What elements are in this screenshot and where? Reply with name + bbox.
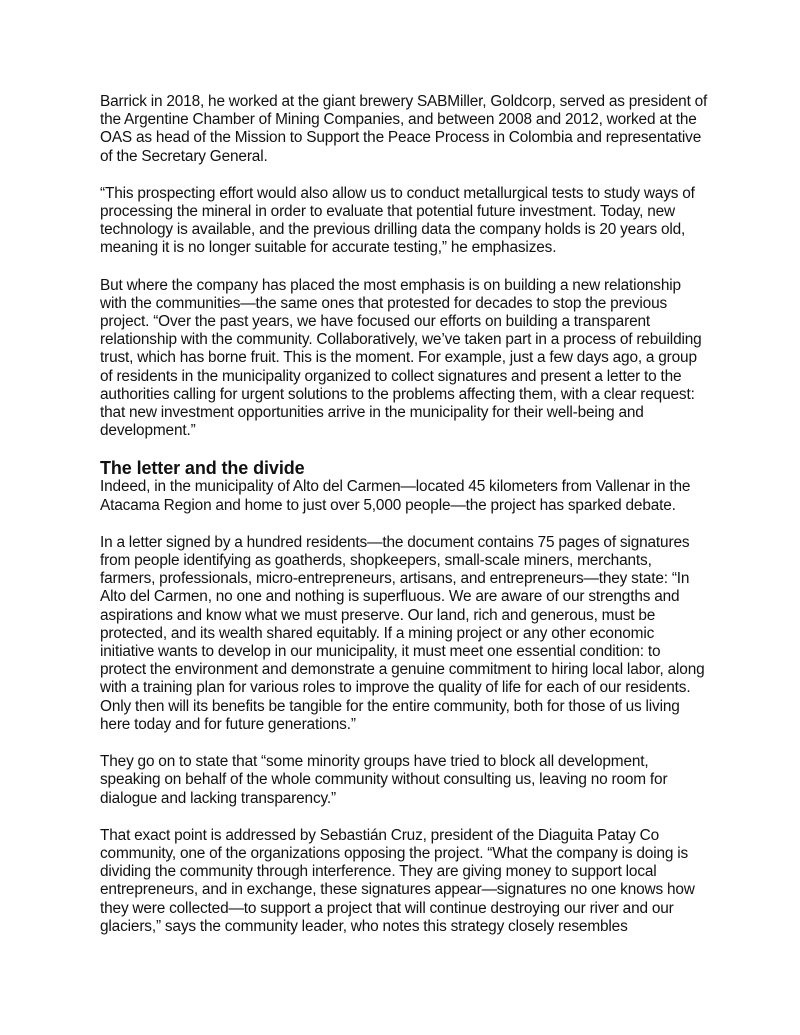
paragraph-alto-del-carmen: Indeed, in the municipality of Alto del Carmen—located 45 kilometers from Vallenar in the Atacama Region and home to just over 5,000 people—the project has sparked debate. [100, 478, 691, 514]
section-heading: The letter and the divide [100, 458, 305, 479]
paragraph-prospecting-quote: “This prospecting effort would also allow us to conduct metallurgical tests to study ways of processing the mineral in order to evaluate that potential future investment. Today, new technology is available, and the previous drilling data the company holds is 20 years old, meaning it is no longer suitable for accurate testing,” he emphasizes. [100, 184, 695, 257]
paragraph-barrick-background: Barrick in 2018, he worked at the giant brewery SABMiller, Goldcorp, served as president of the Argentine Chamber of Mining Companies, and between 2008 and 2012, worked at the OAS as head of the Mission to Support the Peace Process in Colombia and representative of the Secretary General. [100, 93, 708, 165]
paragraph-residents-letter: In a letter signed by a hundred residents—the document contains 75 pages of signatures from people identifying as goatherds, shopkeepers, small-scale miners, merchants, farmers, professionals, micro-entrepreneurs, artisans, and entrepreneurs—they state: “In Alto del Carmen, no one and nothing is superfluous. We are aware of our strengths and aspirations and know what we must preserve. Our land, rich and generous, must be protected, and its wealth shared equitably. If a mining project or any other economic initiative wants to develop in our municipality, it must meet one essential condition: to protect the environment and demonstrate a genuine commitment to hiring local labor, along with a training plan for various roles to improve the quality of life for each of our residents. Only then will its benefits be tangible for the entire community, both for those of us living here today and for future generations.” [100, 533, 705, 733]
paragraph-minority-groups: They go on to state that “some minority groups have tried to block all development, speaking on behalf of the whole community without consulting us, leaving no room for dialogue and lacking transparency.” [100, 753, 668, 807]
paragraph-sebastian-cruz: That exact point is addressed by Sebastián Cruz, president of the Diaguita Patay Co community, one of the organizations opposing the project. “What the company is doing is dividing the community through interference. They are giving money to support local entrepreneurs, and in exchange, these signatures appear—signatures no one knows how they were collected—to support a project that will continue destroying our river and our glaciers,” says the community leader, who notes this strategy closely resembles [100, 826, 695, 935]
document-page [100, 93, 710, 955]
paragraph-community-relationship: But where the company has placed the most emphasis is on building a new relationship with the communities—the same ones that protested for decades to stop the previous project. “Over the past years, we have focused our efforts on building a transparent relationship with the community. Collaboratively, we’ve taken part in a process of rebuilding trust, which has borne fruit. This is the moment. For example, just a few days ago, a group of residents in the municipality organized to collect signatures and present a letter to the authorities calling for urgent solutions to the problems affecting them, with a clear request: that new investment opportunities arrive in the municipality for their well-being and development.” [100, 276, 702, 440]
